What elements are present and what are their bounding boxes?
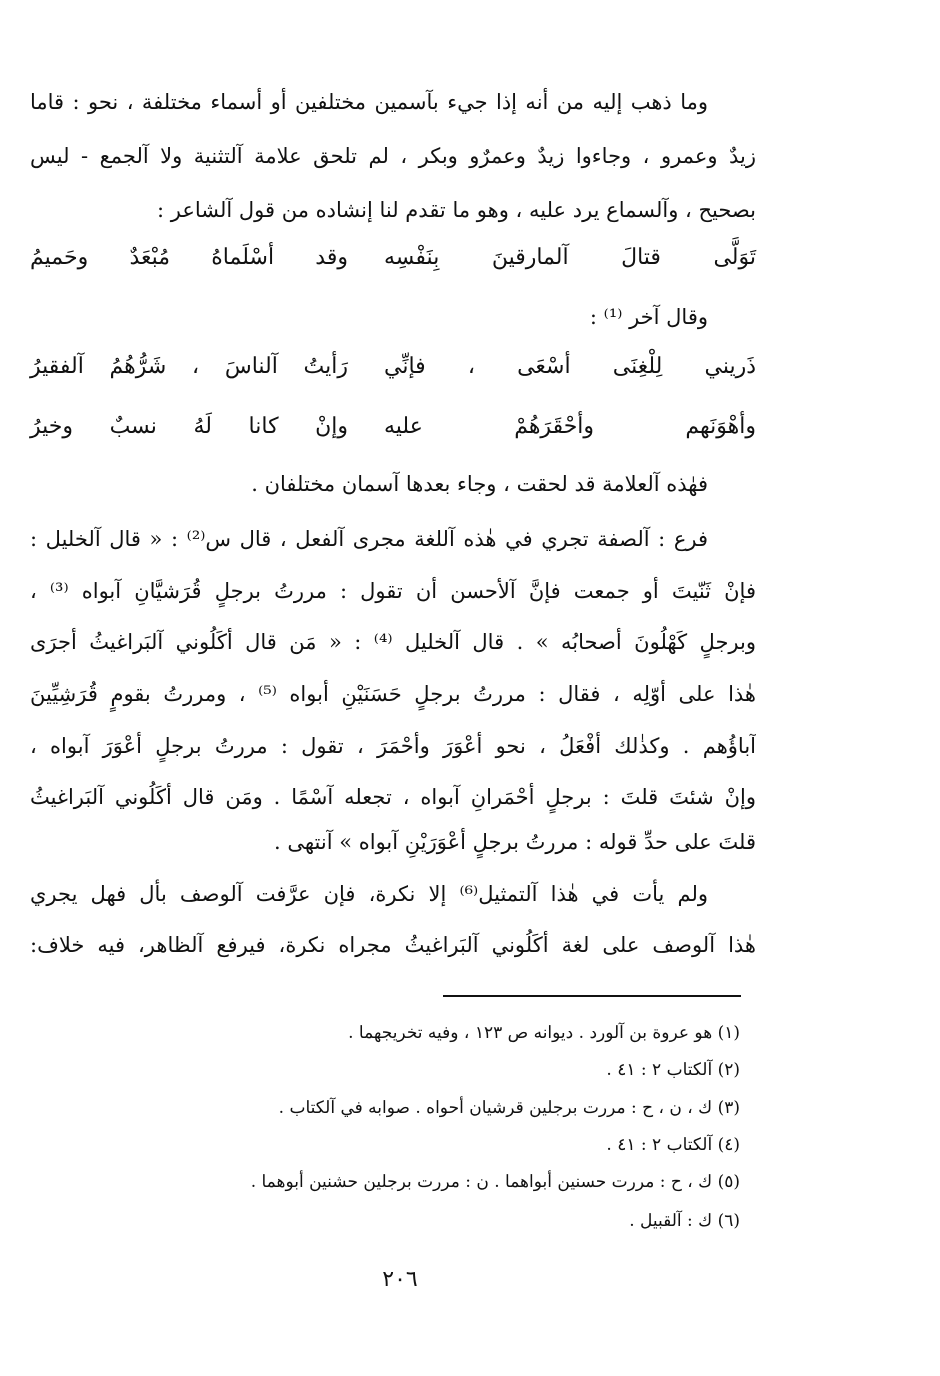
footnote: (٣) ك ، ن ، ح : مررت برجلين قرشيان أحواه . صوابه في آلكتاب .: [278, 1098, 740, 1118]
verse-second-hemistich: رَأيتُ آلناسَ ، شَرُّهُمُ آلفقيرُ: [30, 354, 348, 379]
footnote-separator: [443, 995, 741, 997]
footnote: (٤) آلكتاب ٢ : ٤١ .: [606, 1135, 740, 1155]
body-line: فرع : آلصفة تجري في هٰذه آللغة مجرى آلفعل ، قال س⁽²⁾ : « قال آلخليل :: [30, 527, 708, 551]
verse-first-hemistich: وأهْوَنَهم وأحْقَرَهُمْ عليه: [384, 414, 756, 439]
verse-second-hemistich: وإنْ كانا لَهُ نسبٌ وخيرُ: [30, 414, 348, 439]
body-line: هٰذا آلوصف على لغة أكَلُوني آلبَراغيثُ مجراه نكرة، فيرفع آلظاهر، فيه خلاف:: [30, 933, 756, 957]
body-line: قلتَ على حدِّ قوله : مررتُ برجلٍ أعْوَرَيْنِ آبواه » آنتهى .: [274, 830, 756, 854]
footnote: (٢) آلكتاب ٢ : ٤١ .: [606, 1060, 740, 1080]
body-line: فهٰذه آلعلامة قد لحقت ، وجاء بعدها آسمان مختلفان .: [251, 472, 708, 496]
body-line: وبرجلٍ كَهْلُونَ أصحابُه » . قال آلخليل ⁽⁴⁾ : « مَن قال أكَلُوني آلبَراغيثُ أجرَى: [30, 630, 756, 654]
body-line: فإنْ ثَنّيتَ أو جمعت فإنَّ آلأحسن أن تقول : مررتُ برجلٍ قُرَشيَّانِ آبواه ⁽³⁾ ،: [30, 579, 756, 603]
verse-first-hemistich: ذَريني لِلْغِنَى أسْعَى ، فإنِّي: [384, 354, 756, 379]
body-line: بصحيح ، وآلسماع يرد عليه ، وهو ما تقدم لنا إنشاده من قول آلشاعر :: [157, 198, 756, 222]
body-line: هٰذا على أوّلِه ، فقال : مررتُ برجلٍ حَسَنَيْنِ أبواه ⁽⁵⁾ ، ومررتُ بقومٍ قُرَشِيِّينَ: [30, 682, 756, 706]
body-line: زيدٌ وعمرو ، وجاءوا زيدٌ وعمرٌو وبكر ، لم تلحق علامة آلتثنية ولا آلجمع - ليس: [30, 144, 756, 168]
footnote: (٦) ك : آلقبيل .: [629, 1211, 740, 1231]
verse-line: [30, 345, 756, 389]
verse-first-hemistich: تَوَلَّى قتالَ آلمارقينَ بِنَفْسِه: [384, 245, 756, 270]
verse-line: [30, 405, 756, 449]
verse-line: [30, 236, 756, 280]
body-line: وإنْ شئتَ قلتَ : برجلٍ أحْمَرانِ آبواه ، تجعله آسْمًا . ومَن قال أكَلُوني آلبَراغيثُ: [30, 785, 756, 809]
body-line: ولم يأت في هٰذا آلتمثيل⁽⁶⁾ إلا نكرة، فإن عرَّفت آلوصف بأل فهل يجري: [30, 882, 708, 906]
body-line: وما ذهب إليه من أنه إذا جيء بآسمين مختلفين أو أسماء مختلفة ، نحو : قاما: [30, 90, 708, 114]
body-line: وقال آخر ⁽¹⁾ :: [589, 305, 708, 329]
footnote: (٥) ك ، ح : مررت حسنين أبواهما . ن : مررت برجلين حشنين أبوهما .: [250, 1172, 740, 1192]
footnote: (١) هو عروة بن آلورد . ديوانه ص ١٢٣ ، وفيه تخريجهما .: [348, 1023, 740, 1043]
verse-second-hemistich: وقد أسْلَماهُ مُبْعَدٌ وحَميمُ: [30, 245, 348, 270]
body-line: آباؤُهم . وكذٰلك أفْعَلُ ، نحو أعْوَرَ وأحْمَرَ ، تقول : مررتُ برجلٍ أعْوَرَ آبواه ،: [30, 734, 756, 758]
page-number: ٢٠٦: [382, 1267, 418, 1292]
